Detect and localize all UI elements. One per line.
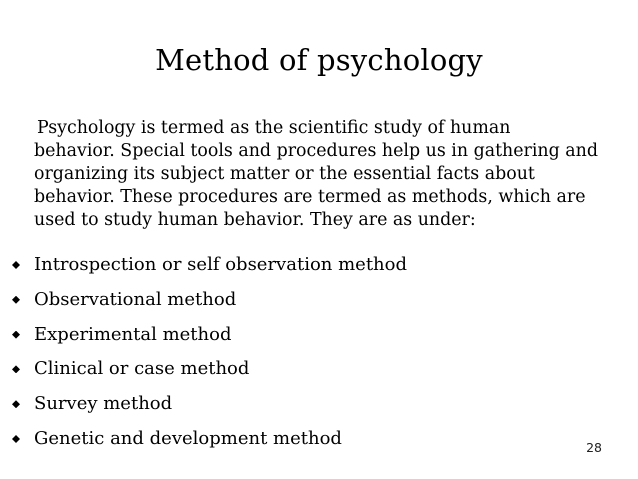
intro-line: Psychology is termed as the scientific study of human (37, 118, 511, 138)
diamond-bullet-icon (12, 435, 20, 443)
intro-line: behavior. Special tools and procedures help us in gathering and (34, 141, 598, 161)
list-item-survey (0, 391, 638, 426)
page-number: 28 (586, 440, 602, 455)
intro-line: used to study human behavior. They are as under: (34, 210, 476, 230)
diamond-bullet-icon (12, 261, 20, 269)
diamond-bullet-icon (12, 331, 20, 339)
intro-line: behavior. These procedures are termed as methods, which are (34, 187, 586, 207)
methods-list (0, 252, 638, 461)
list-item-experimental (0, 322, 638, 357)
list-item-observational (0, 287, 638, 322)
intro-line: organizing its subject matter or the essential facts about (34, 164, 535, 184)
list-item-label: Survey method (34, 393, 173, 415)
intro-paragraph (34, 117, 634, 232)
list-item-label: Clinical or case method (34, 358, 250, 380)
slide-title: Method of psychology (155, 43, 483, 77)
list-item-label: Introspection or self observation method (34, 254, 408, 275)
list-item-genetic (0, 426, 638, 461)
list-item-clinical (0, 356, 638, 391)
diamond-bullet-icon (12, 400, 20, 408)
diamond-bullet-icon (12, 365, 20, 373)
list-item-label: Experimental method (34, 323, 232, 345)
list-item-introspection (0, 252, 638, 287)
list-item-label: Observational method (34, 288, 237, 310)
list-item-label: Genetic and development method (34, 427, 342, 449)
diamond-bullet-icon (12, 296, 20, 304)
